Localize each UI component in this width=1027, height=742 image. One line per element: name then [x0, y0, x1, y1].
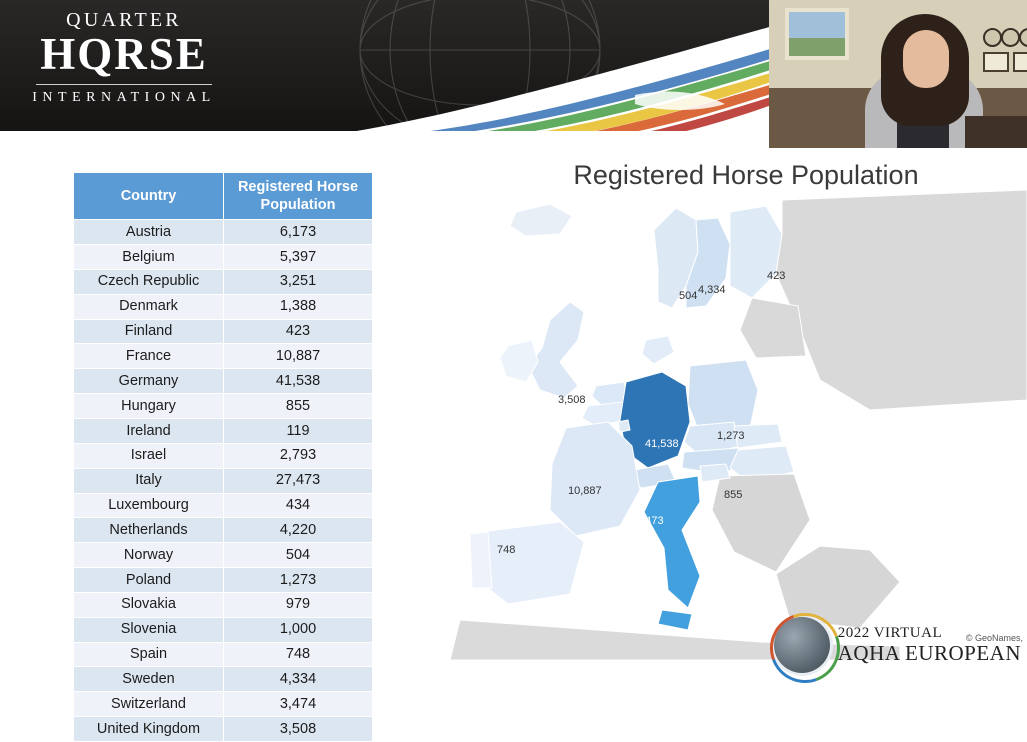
cell-country: Denmark: [74, 294, 224, 319]
country-iceland: [510, 204, 572, 236]
table-row: [74, 468, 373, 493]
cell-population: 41,538: [224, 369, 373, 394]
table-row: [74, 394, 373, 419]
cell-population: 4,220: [224, 518, 373, 543]
cell-population: 1,000: [224, 617, 373, 642]
wall-plate-icon: [983, 28, 1002, 47]
cell-country: Switzerland: [74, 692, 224, 717]
country-luxembourg: [618, 420, 630, 432]
cell-population: 504: [224, 543, 373, 568]
cell-country: Austria: [74, 220, 224, 245]
cell-country: Hungary: [74, 394, 224, 419]
cell-country: Slovakia: [74, 592, 224, 617]
header-banner: [0, 0, 1027, 148]
table-row: [74, 592, 373, 617]
cell-country: Spain: [74, 642, 224, 667]
aqha-european-logo: [774, 615, 1021, 675]
wall-frame-icon: [983, 52, 1009, 72]
map-value-label: 1,273: [717, 430, 745, 442]
country-denmark: [642, 336, 674, 364]
map-value-label: 423: [767, 270, 786, 282]
map-value-label: 41,538: [645, 438, 679, 450]
cell-population: 4,334: [224, 667, 373, 692]
cell-population: 119: [224, 419, 373, 444]
cell-population: 3,251: [224, 269, 373, 294]
map-value-label: 3,508: [558, 394, 586, 406]
cell-population: 423: [224, 319, 373, 344]
map-value-label: 10,887: [568, 485, 602, 497]
table-row: [74, 568, 373, 593]
cell-country: Netherlands: [74, 518, 224, 543]
country-united-kingdom: [528, 302, 584, 398]
presenter-face: [903, 30, 949, 88]
cell-population: 3,508: [224, 717, 373, 742]
column-header-population: Registered Horse Population: [224, 173, 373, 220]
cell-country: Poland: [74, 568, 224, 593]
cell-country: Sweden: [74, 667, 224, 692]
table-row: [74, 543, 373, 568]
table-row: [74, 369, 373, 394]
map-attribution: © GeoNames,: [965, 633, 1023, 643]
footer-brand-line: AQHA EUROPEAN: [837, 640, 1021, 665]
logo-divider: [36, 84, 212, 85]
cell-population: 748: [224, 642, 373, 667]
table-row: [74, 617, 373, 642]
country-russia: [776, 190, 1027, 410]
country-sicily: [658, 610, 692, 630]
cell-country: Israel: [74, 443, 224, 468]
table-row: [74, 493, 373, 518]
cell-country: Norway: [74, 543, 224, 568]
table-row: [74, 443, 373, 468]
cell-country: Italy: [74, 468, 224, 493]
table-header-row: [74, 173, 373, 220]
page-title: Registered Horse Population: [573, 160, 919, 190]
cell-country: United Kingdom: [74, 717, 224, 742]
cell-population: 1,388: [224, 294, 373, 319]
cell-country: Slovenia: [74, 617, 224, 642]
cell-country: Finland: [74, 319, 224, 344]
cell-population: 3,474: [224, 692, 373, 717]
table-row: [74, 717, 373, 742]
cell-country: Ireland: [74, 419, 224, 444]
table-row: [74, 667, 373, 692]
map-value-label: 4,334: [698, 284, 726, 296]
table-row: [74, 419, 373, 444]
country-baltics: [740, 298, 806, 358]
table-row: [74, 220, 373, 245]
table-row: [74, 518, 373, 543]
cell-country: Czech Republic: [74, 269, 224, 294]
population-table: [73, 172, 362, 742]
logo-line-horse: HQRSE: [40, 29, 208, 79]
cell-population: 5,397: [224, 245, 373, 270]
country-italy: [644, 476, 700, 608]
country-finland: [730, 206, 782, 298]
map-value-label: 27,473: [630, 515, 664, 527]
cell-country: Belgium: [74, 245, 224, 270]
table-row: [74, 319, 373, 344]
logo-line-international: INTERNATIONAL: [32, 90, 216, 105]
cell-population: 10,887: [224, 344, 373, 369]
globe-icon: [774, 617, 830, 673]
wall-picture: [785, 8, 849, 60]
map-value-label: 504: [679, 290, 698, 302]
cell-population: 2,793: [224, 443, 373, 468]
map-svg: [400, 190, 1027, 660]
europe-choropleth-map: [400, 190, 1027, 660]
map-value-label: 855: [724, 489, 743, 501]
cell-population: 27,473: [224, 468, 373, 493]
wall-plate-icon: [1001, 28, 1020, 47]
swoosh-decoration: [180, 0, 780, 148]
cell-country: Luxembourg: [74, 493, 224, 518]
column-header-country: Country: [74, 173, 224, 220]
table-row: [74, 344, 373, 369]
qhi-logo: [24, 10, 224, 105]
table-row: [74, 269, 373, 294]
cell-population: 434: [224, 493, 373, 518]
cell-country: Germany: [74, 369, 224, 394]
cell-population: 1,273: [224, 568, 373, 593]
table-row: [74, 294, 373, 319]
cell-population: 855: [224, 394, 373, 419]
wall-frame-icon: [1013, 52, 1027, 72]
cell-country: France: [74, 344, 224, 369]
office-desk: [965, 116, 1027, 148]
map-value-label: 748: [497, 544, 516, 556]
cell-population: 979: [224, 592, 373, 617]
logo-line-quarter: QUARTER: [66, 9, 182, 31]
table-row: [74, 642, 373, 667]
table-row: [74, 245, 373, 270]
footer-year-line: 2022 VIRTUAL: [837, 625, 943, 642]
presenter-video[interactable]: [769, 0, 1027, 148]
table-row: [74, 692, 373, 717]
country-portugal: [470, 532, 492, 588]
cell-population: 6,173: [224, 220, 373, 245]
